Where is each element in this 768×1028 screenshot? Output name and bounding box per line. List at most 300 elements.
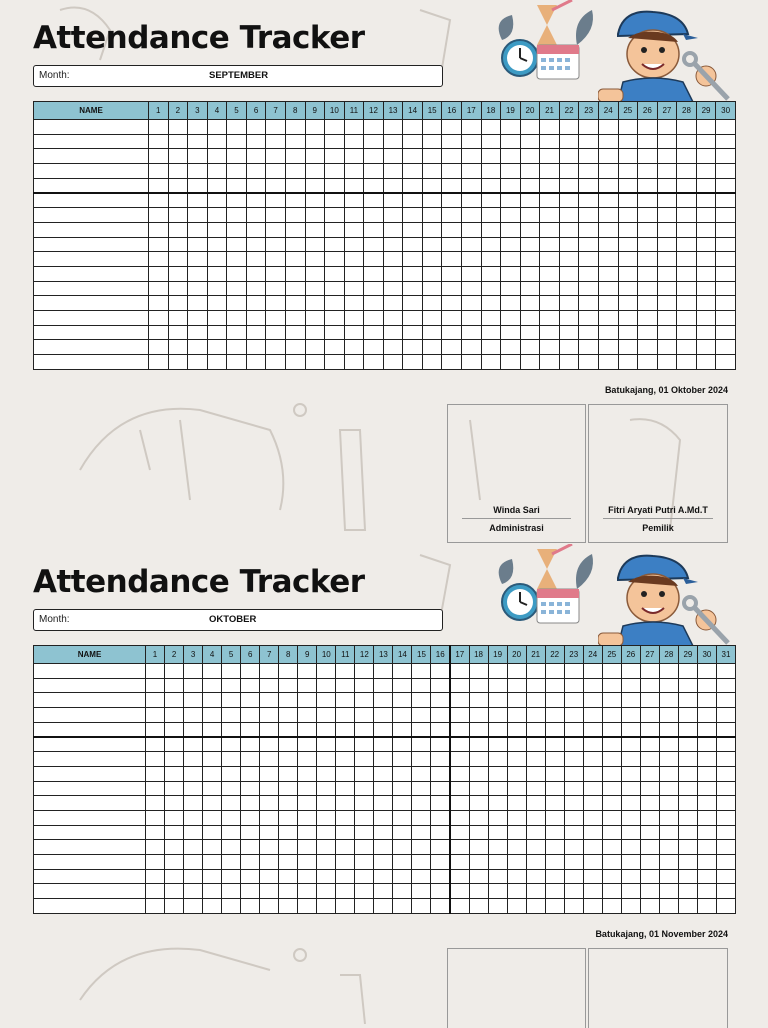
attendance-cell[interactable]: [526, 869, 545, 884]
attendance-cell[interactable]: [598, 149, 618, 164]
attendance-cell[interactable]: [393, 722, 412, 737]
attendance-cell[interactable]: [393, 884, 412, 899]
attendance-cell[interactable]: [431, 884, 450, 899]
attendance-cell[interactable]: [618, 355, 638, 370]
attendance-cell[interactable]: [260, 781, 279, 796]
name-cell[interactable]: [34, 810, 146, 825]
attendance-cell[interactable]: [203, 781, 222, 796]
attendance-cell[interactable]: [716, 355, 736, 370]
attendance-cell[interactable]: [168, 281, 188, 296]
attendance-cell[interactable]: [638, 281, 658, 296]
attendance-cell[interactable]: [431, 693, 450, 708]
attendance-cell[interactable]: [431, 840, 450, 855]
attendance-cell[interactable]: [559, 296, 579, 311]
attendance-cell[interactable]: [602, 693, 621, 708]
attendance-cell[interactable]: [442, 178, 462, 193]
attendance-cell[interactable]: [188, 237, 208, 252]
attendance-cell[interactable]: [442, 222, 462, 237]
attendance-cell[interactable]: [431, 899, 450, 914]
attendance-cell[interactable]: [336, 678, 355, 693]
attendance-cell[interactable]: [336, 708, 355, 723]
attendance-cell[interactable]: [481, 281, 501, 296]
attendance-cell[interactable]: [450, 766, 469, 781]
attendance-cell[interactable]: [716, 325, 736, 340]
attendance-cell[interactable]: [462, 266, 482, 281]
attendance-cell[interactable]: [559, 252, 579, 267]
attendance-cell[interactable]: [168, 340, 188, 355]
attendance-cell[interactable]: [227, 164, 247, 179]
attendance-cell[interactable]: [583, 840, 602, 855]
attendance-cell[interactable]: [564, 810, 583, 825]
attendance-cell[interactable]: [488, 840, 507, 855]
name-cell[interactable]: [34, 120, 149, 135]
attendance-cell[interactable]: [298, 854, 317, 869]
attendance-cell[interactable]: [266, 266, 286, 281]
attendance-cell[interactable]: [203, 884, 222, 899]
attendance-cell[interactable]: [364, 120, 384, 135]
attendance-cell[interactable]: [412, 708, 431, 723]
attendance-cell[interactable]: [559, 340, 579, 355]
attendance-cell[interactable]: [520, 193, 540, 208]
attendance-cell[interactable]: [559, 266, 579, 281]
attendance-cell[interactable]: [403, 120, 423, 135]
attendance-cell[interactable]: [317, 737, 336, 752]
attendance-cell[interactable]: [298, 884, 317, 899]
attendance-cell[interactable]: [564, 766, 583, 781]
attendance-cell[interactable]: [355, 752, 374, 767]
attendance-cell[interactable]: [260, 869, 279, 884]
attendance-cell[interactable]: [677, 310, 697, 325]
attendance-cell[interactable]: [374, 752, 393, 767]
attendance-cell[interactable]: [285, 134, 305, 149]
attendance-cell[interactable]: [659, 722, 678, 737]
attendance-cell[interactable]: [431, 678, 450, 693]
attendance-cell[interactable]: [677, 281, 697, 296]
attendance-cell[interactable]: [146, 722, 165, 737]
attendance-cell[interactable]: [355, 796, 374, 811]
attendance-cell[interactable]: [545, 869, 564, 884]
attendance-cell[interactable]: [657, 193, 677, 208]
attendance-cell[interactable]: [203, 869, 222, 884]
attendance-cell[interactable]: [442, 281, 462, 296]
attendance-cell[interactable]: [469, 766, 488, 781]
attendance-cell[interactable]: [393, 899, 412, 914]
attendance-cell[interactable]: [188, 281, 208, 296]
attendance-cell[interactable]: [403, 355, 423, 370]
attendance-cell[interactable]: [638, 252, 658, 267]
attendance-cell[interactable]: [285, 340, 305, 355]
attendance-cell[interactable]: [222, 899, 241, 914]
attendance-cell[interactable]: [501, 149, 521, 164]
attendance-cell[interactable]: [374, 678, 393, 693]
attendance-cell[interactable]: [462, 222, 482, 237]
attendance-cell[interactable]: [677, 120, 697, 135]
attendance-cell[interactable]: [638, 164, 658, 179]
attendance-cell[interactable]: [462, 310, 482, 325]
attendance-cell[interactable]: [450, 737, 469, 752]
attendance-cell[interactable]: [393, 796, 412, 811]
name-cell[interactable]: [34, 899, 146, 914]
attendance-cell[interactable]: [422, 208, 442, 223]
attendance-cell[interactable]: [241, 840, 260, 855]
attendance-cell[interactable]: [545, 781, 564, 796]
attendance-cell[interactable]: [305, 222, 325, 237]
attendance-cell[interactable]: [602, 737, 621, 752]
attendance-cell[interactable]: [383, 134, 403, 149]
attendance-cell[interactable]: [559, 208, 579, 223]
attendance-cell[interactable]: [431, 737, 450, 752]
attendance-cell[interactable]: [325, 296, 345, 311]
attendance-cell[interactable]: [507, 752, 526, 767]
attendance-cell[interactable]: [583, 884, 602, 899]
attendance-cell[interactable]: [374, 708, 393, 723]
attendance-cell[interactable]: [393, 840, 412, 855]
attendance-cell[interactable]: [246, 193, 266, 208]
attendance-cell[interactable]: [545, 796, 564, 811]
attendance-cell[interactable]: [364, 149, 384, 164]
attendance-cell[interactable]: [207, 120, 227, 135]
attendance-cell[interactable]: [618, 193, 638, 208]
attendance-cell[interactable]: [207, 355, 227, 370]
attendance-cell[interactable]: [579, 252, 599, 267]
attendance-cell[interactable]: [462, 178, 482, 193]
attendance-cell[interactable]: [393, 825, 412, 840]
attendance-cell[interactable]: [146, 854, 165, 869]
attendance-cell[interactable]: [241, 678, 260, 693]
attendance-cell[interactable]: [165, 884, 184, 899]
attendance-cell[interactable]: [146, 840, 165, 855]
attendance-cell[interactable]: [520, 355, 540, 370]
attendance-cell[interactable]: [431, 664, 450, 679]
attendance-cell[interactable]: [638, 120, 658, 135]
attendance-cell[interactable]: [462, 325, 482, 340]
attendance-cell[interactable]: [520, 134, 540, 149]
attendance-cell[interactable]: [146, 899, 165, 914]
attendance-cell[interactable]: [640, 810, 659, 825]
attendance-cell[interactable]: [579, 310, 599, 325]
attendance-cell[interactable]: [305, 340, 325, 355]
attendance-cell[interactable]: [431, 708, 450, 723]
attendance-cell[interactable]: [697, 722, 716, 737]
attendance-cell[interactable]: [393, 810, 412, 825]
attendance-cell[interactable]: [279, 678, 298, 693]
attendance-cell[interactable]: [545, 678, 564, 693]
attendance-cell[interactable]: [207, 178, 227, 193]
attendance-cell[interactable]: [260, 884, 279, 899]
attendance-cell[interactable]: [716, 884, 735, 899]
attendance-cell[interactable]: [305, 120, 325, 135]
attendance-cell[interactable]: [583, 781, 602, 796]
attendance-cell[interactable]: [469, 678, 488, 693]
attendance-cell[interactable]: [507, 854, 526, 869]
attendance-cell[interactable]: [317, 693, 336, 708]
attendance-cell[interactable]: [184, 869, 203, 884]
attendance-cell[interactable]: [422, 310, 442, 325]
attendance-cell[interactable]: [540, 134, 560, 149]
attendance-cell[interactable]: [716, 752, 735, 767]
attendance-cell[interactable]: [621, 678, 640, 693]
attendance-cell[interactable]: [462, 340, 482, 355]
attendance-cell[interactable]: [469, 899, 488, 914]
attendance-cell[interactable]: [298, 810, 317, 825]
name-cell[interactable]: [34, 664, 146, 679]
attendance-cell[interactable]: [246, 237, 266, 252]
attendance-cell[interactable]: [583, 854, 602, 869]
attendance-cell[interactable]: [488, 664, 507, 679]
attendance-cell[interactable]: [241, 781, 260, 796]
attendance-cell[interactable]: [355, 708, 374, 723]
attendance-cell[interactable]: [677, 325, 697, 340]
attendance-cell[interactable]: [168, 193, 188, 208]
attendance-cell[interactable]: [677, 208, 697, 223]
attendance-cell[interactable]: [364, 208, 384, 223]
attendance-cell[interactable]: [697, 752, 716, 767]
attendance-cell[interactable]: [579, 222, 599, 237]
attendance-cell[interactable]: [469, 884, 488, 899]
attendance-cell[interactable]: [260, 810, 279, 825]
attendance-cell[interactable]: [657, 266, 677, 281]
attendance-cell[interactable]: [598, 296, 618, 311]
attendance-cell[interactable]: [716, 737, 735, 752]
attendance-cell[interactable]: [222, 825, 241, 840]
attendance-cell[interactable]: [442, 325, 462, 340]
attendance-cell[interactable]: [241, 854, 260, 869]
attendance-cell[interactable]: [520, 149, 540, 164]
attendance-cell[interactable]: [336, 899, 355, 914]
attendance-cell[interactable]: [716, 281, 736, 296]
attendance-cell[interactable]: [168, 178, 188, 193]
attendance-cell[interactable]: [621, 840, 640, 855]
attendance-cell[interactable]: [657, 120, 677, 135]
attendance-cell[interactable]: [260, 678, 279, 693]
attendance-cell[interactable]: [325, 252, 345, 267]
attendance-cell[interactable]: [325, 340, 345, 355]
attendance-cell[interactable]: [450, 781, 469, 796]
attendance-cell[interactable]: [344, 296, 364, 311]
attendance-cell[interactable]: [203, 854, 222, 869]
attendance-cell[interactable]: [507, 869, 526, 884]
attendance-cell[interactable]: [246, 266, 266, 281]
attendance-cell[interactable]: [222, 781, 241, 796]
attendance-cell[interactable]: [520, 208, 540, 223]
name-cell[interactable]: [34, 825, 146, 840]
attendance-cell[interactable]: [579, 149, 599, 164]
attendance-cell[interactable]: [716, 796, 735, 811]
attendance-cell[interactable]: [364, 222, 384, 237]
attendance-cell[interactable]: [697, 840, 716, 855]
attendance-cell[interactable]: [383, 208, 403, 223]
attendance-cell[interactable]: [640, 840, 659, 855]
attendance-cell[interactable]: [564, 869, 583, 884]
attendance-cell[interactable]: [184, 678, 203, 693]
attendance-cell[interactable]: [285, 208, 305, 223]
attendance-cell[interactable]: [374, 869, 393, 884]
attendance-cell[interactable]: [450, 869, 469, 884]
attendance-cell[interactable]: [696, 310, 716, 325]
attendance-cell[interactable]: [222, 840, 241, 855]
attendance-cell[interactable]: [149, 193, 169, 208]
attendance-cell[interactable]: [355, 869, 374, 884]
attendance-cell[interactable]: [355, 722, 374, 737]
attendance-cell[interactable]: [184, 766, 203, 781]
attendance-cell[interactable]: [678, 693, 697, 708]
attendance-cell[interactable]: [526, 722, 545, 737]
attendance-cell[interactable]: [227, 296, 247, 311]
attendance-cell[interactable]: [165, 869, 184, 884]
attendance-cell[interactable]: [364, 266, 384, 281]
attendance-cell[interactable]: [165, 752, 184, 767]
attendance-cell[interactable]: [298, 708, 317, 723]
attendance-cell[interactable]: [621, 825, 640, 840]
attendance-cell[interactable]: [526, 693, 545, 708]
attendance-cell[interactable]: [241, 664, 260, 679]
attendance-cell[interactable]: [442, 193, 462, 208]
attendance-cell[interactable]: [526, 796, 545, 811]
attendance-cell[interactable]: [374, 737, 393, 752]
attendance-cell[interactable]: [520, 310, 540, 325]
attendance-cell[interactable]: [260, 664, 279, 679]
attendance-cell[interactable]: [602, 678, 621, 693]
attendance-cell[interactable]: [481, 149, 501, 164]
name-cell[interactable]: [34, 281, 149, 296]
attendance-cell[interactable]: [168, 120, 188, 135]
attendance-cell[interactable]: [355, 766, 374, 781]
attendance-cell[interactable]: [184, 752, 203, 767]
attendance-cell[interactable]: [618, 296, 638, 311]
attendance-cell[interactable]: [207, 266, 227, 281]
attendance-cell[interactable]: [469, 664, 488, 679]
name-cell[interactable]: [34, 237, 149, 252]
attendance-cell[interactable]: [545, 752, 564, 767]
attendance-cell[interactable]: [184, 810, 203, 825]
attendance-cell[interactable]: [638, 134, 658, 149]
attendance-cell[interactable]: [507, 766, 526, 781]
attendance-cell[interactable]: [488, 869, 507, 884]
attendance-cell[interactable]: [146, 664, 165, 679]
attendance-cell[interactable]: [279, 825, 298, 840]
attendance-cell[interactable]: [227, 178, 247, 193]
attendance-cell[interactable]: [488, 693, 507, 708]
attendance-cell[interactable]: [184, 825, 203, 840]
attendance-cell[interactable]: [344, 120, 364, 135]
attendance-cell[interactable]: [207, 222, 227, 237]
attendance-cell[interactable]: [488, 708, 507, 723]
attendance-cell[interactable]: [188, 120, 208, 135]
attendance-cell[interactable]: [422, 120, 442, 135]
attendance-cell[interactable]: [431, 854, 450, 869]
attendance-cell[interactable]: [640, 899, 659, 914]
attendance-cell[interactable]: [246, 164, 266, 179]
attendance-cell[interactable]: [696, 120, 716, 135]
attendance-cell[interactable]: [559, 355, 579, 370]
attendance-cell[interactable]: [583, 752, 602, 767]
attendance-cell[interactable]: [657, 149, 677, 164]
attendance-cell[interactable]: [450, 854, 469, 869]
attendance-cell[interactable]: [207, 281, 227, 296]
attendance-cell[interactable]: [403, 208, 423, 223]
attendance-cell[interactable]: [165, 737, 184, 752]
attendance-cell[interactable]: [526, 781, 545, 796]
attendance-cell[interactable]: [412, 664, 431, 679]
attendance-cell[interactable]: [383, 222, 403, 237]
attendance-cell[interactable]: [222, 752, 241, 767]
attendance-cell[interactable]: [583, 766, 602, 781]
attendance-cell[interactable]: [285, 164, 305, 179]
attendance-cell[interactable]: [305, 149, 325, 164]
attendance-cell[interactable]: [168, 266, 188, 281]
attendance-cell[interactable]: [583, 869, 602, 884]
attendance-cell[interactable]: [266, 355, 286, 370]
attendance-cell[interactable]: [412, 899, 431, 914]
attendance-cell[interactable]: [246, 325, 266, 340]
attendance-cell[interactable]: [657, 340, 677, 355]
name-cell[interactable]: [34, 134, 149, 149]
attendance-cell[interactable]: [403, 222, 423, 237]
attendance-cell[interactable]: [165, 678, 184, 693]
attendance-cell[interactable]: [393, 869, 412, 884]
attendance-cell[interactable]: [412, 752, 431, 767]
attendance-cell[interactable]: [364, 325, 384, 340]
attendance-cell[interactable]: [602, 766, 621, 781]
attendance-cell[interactable]: [501, 120, 521, 135]
attendance-cell[interactable]: [188, 325, 208, 340]
attendance-cell[interactable]: [165, 708, 184, 723]
attendance-cell[interactable]: [621, 854, 640, 869]
attendance-cell[interactable]: [241, 752, 260, 767]
name-cell[interactable]: [34, 325, 149, 340]
attendance-cell[interactable]: [227, 222, 247, 237]
attendance-cell[interactable]: [450, 899, 469, 914]
attendance-cell[interactable]: [149, 237, 169, 252]
attendance-cell[interactable]: [149, 222, 169, 237]
attendance-cell[interactable]: [188, 296, 208, 311]
attendance-cell[interactable]: [598, 237, 618, 252]
attendance-cell[interactable]: [317, 781, 336, 796]
attendance-cell[interactable]: [207, 252, 227, 267]
attendance-cell[interactable]: [285, 355, 305, 370]
attendance-cell[interactable]: [431, 781, 450, 796]
attendance-cell[interactable]: [203, 693, 222, 708]
attendance-cell[interactable]: [222, 708, 241, 723]
attendance-cell[interactable]: [412, 869, 431, 884]
attendance-cell[interactable]: [374, 766, 393, 781]
attendance-cell[interactable]: [336, 781, 355, 796]
attendance-cell[interactable]: [716, 722, 735, 737]
attendance-cell[interactable]: [298, 737, 317, 752]
attendance-cell[interactable]: [222, 796, 241, 811]
attendance-cell[interactable]: [227, 340, 247, 355]
attendance-cell[interactable]: [412, 678, 431, 693]
attendance-cell[interactable]: [298, 693, 317, 708]
attendance-cell[interactable]: [325, 193, 345, 208]
attendance-cell[interactable]: [317, 810, 336, 825]
attendance-cell[interactable]: [507, 664, 526, 679]
attendance-cell[interactable]: [638, 325, 658, 340]
attendance-cell[interactable]: [266, 222, 286, 237]
attendance-cell[interactable]: [422, 325, 442, 340]
attendance-cell[interactable]: [344, 281, 364, 296]
attendance-cell[interactable]: [393, 693, 412, 708]
attendance-cell[interactable]: [279, 752, 298, 767]
attendance-cell[interactable]: [678, 722, 697, 737]
attendance-cell[interactable]: [374, 854, 393, 869]
attendance-cell[interactable]: [241, 708, 260, 723]
attendance-cell[interactable]: [621, 869, 640, 884]
attendance-cell[interactable]: [149, 164, 169, 179]
attendance-cell[interactable]: [716, 899, 735, 914]
name-cell[interactable]: [34, 340, 149, 355]
attendance-cell[interactable]: [168, 252, 188, 267]
